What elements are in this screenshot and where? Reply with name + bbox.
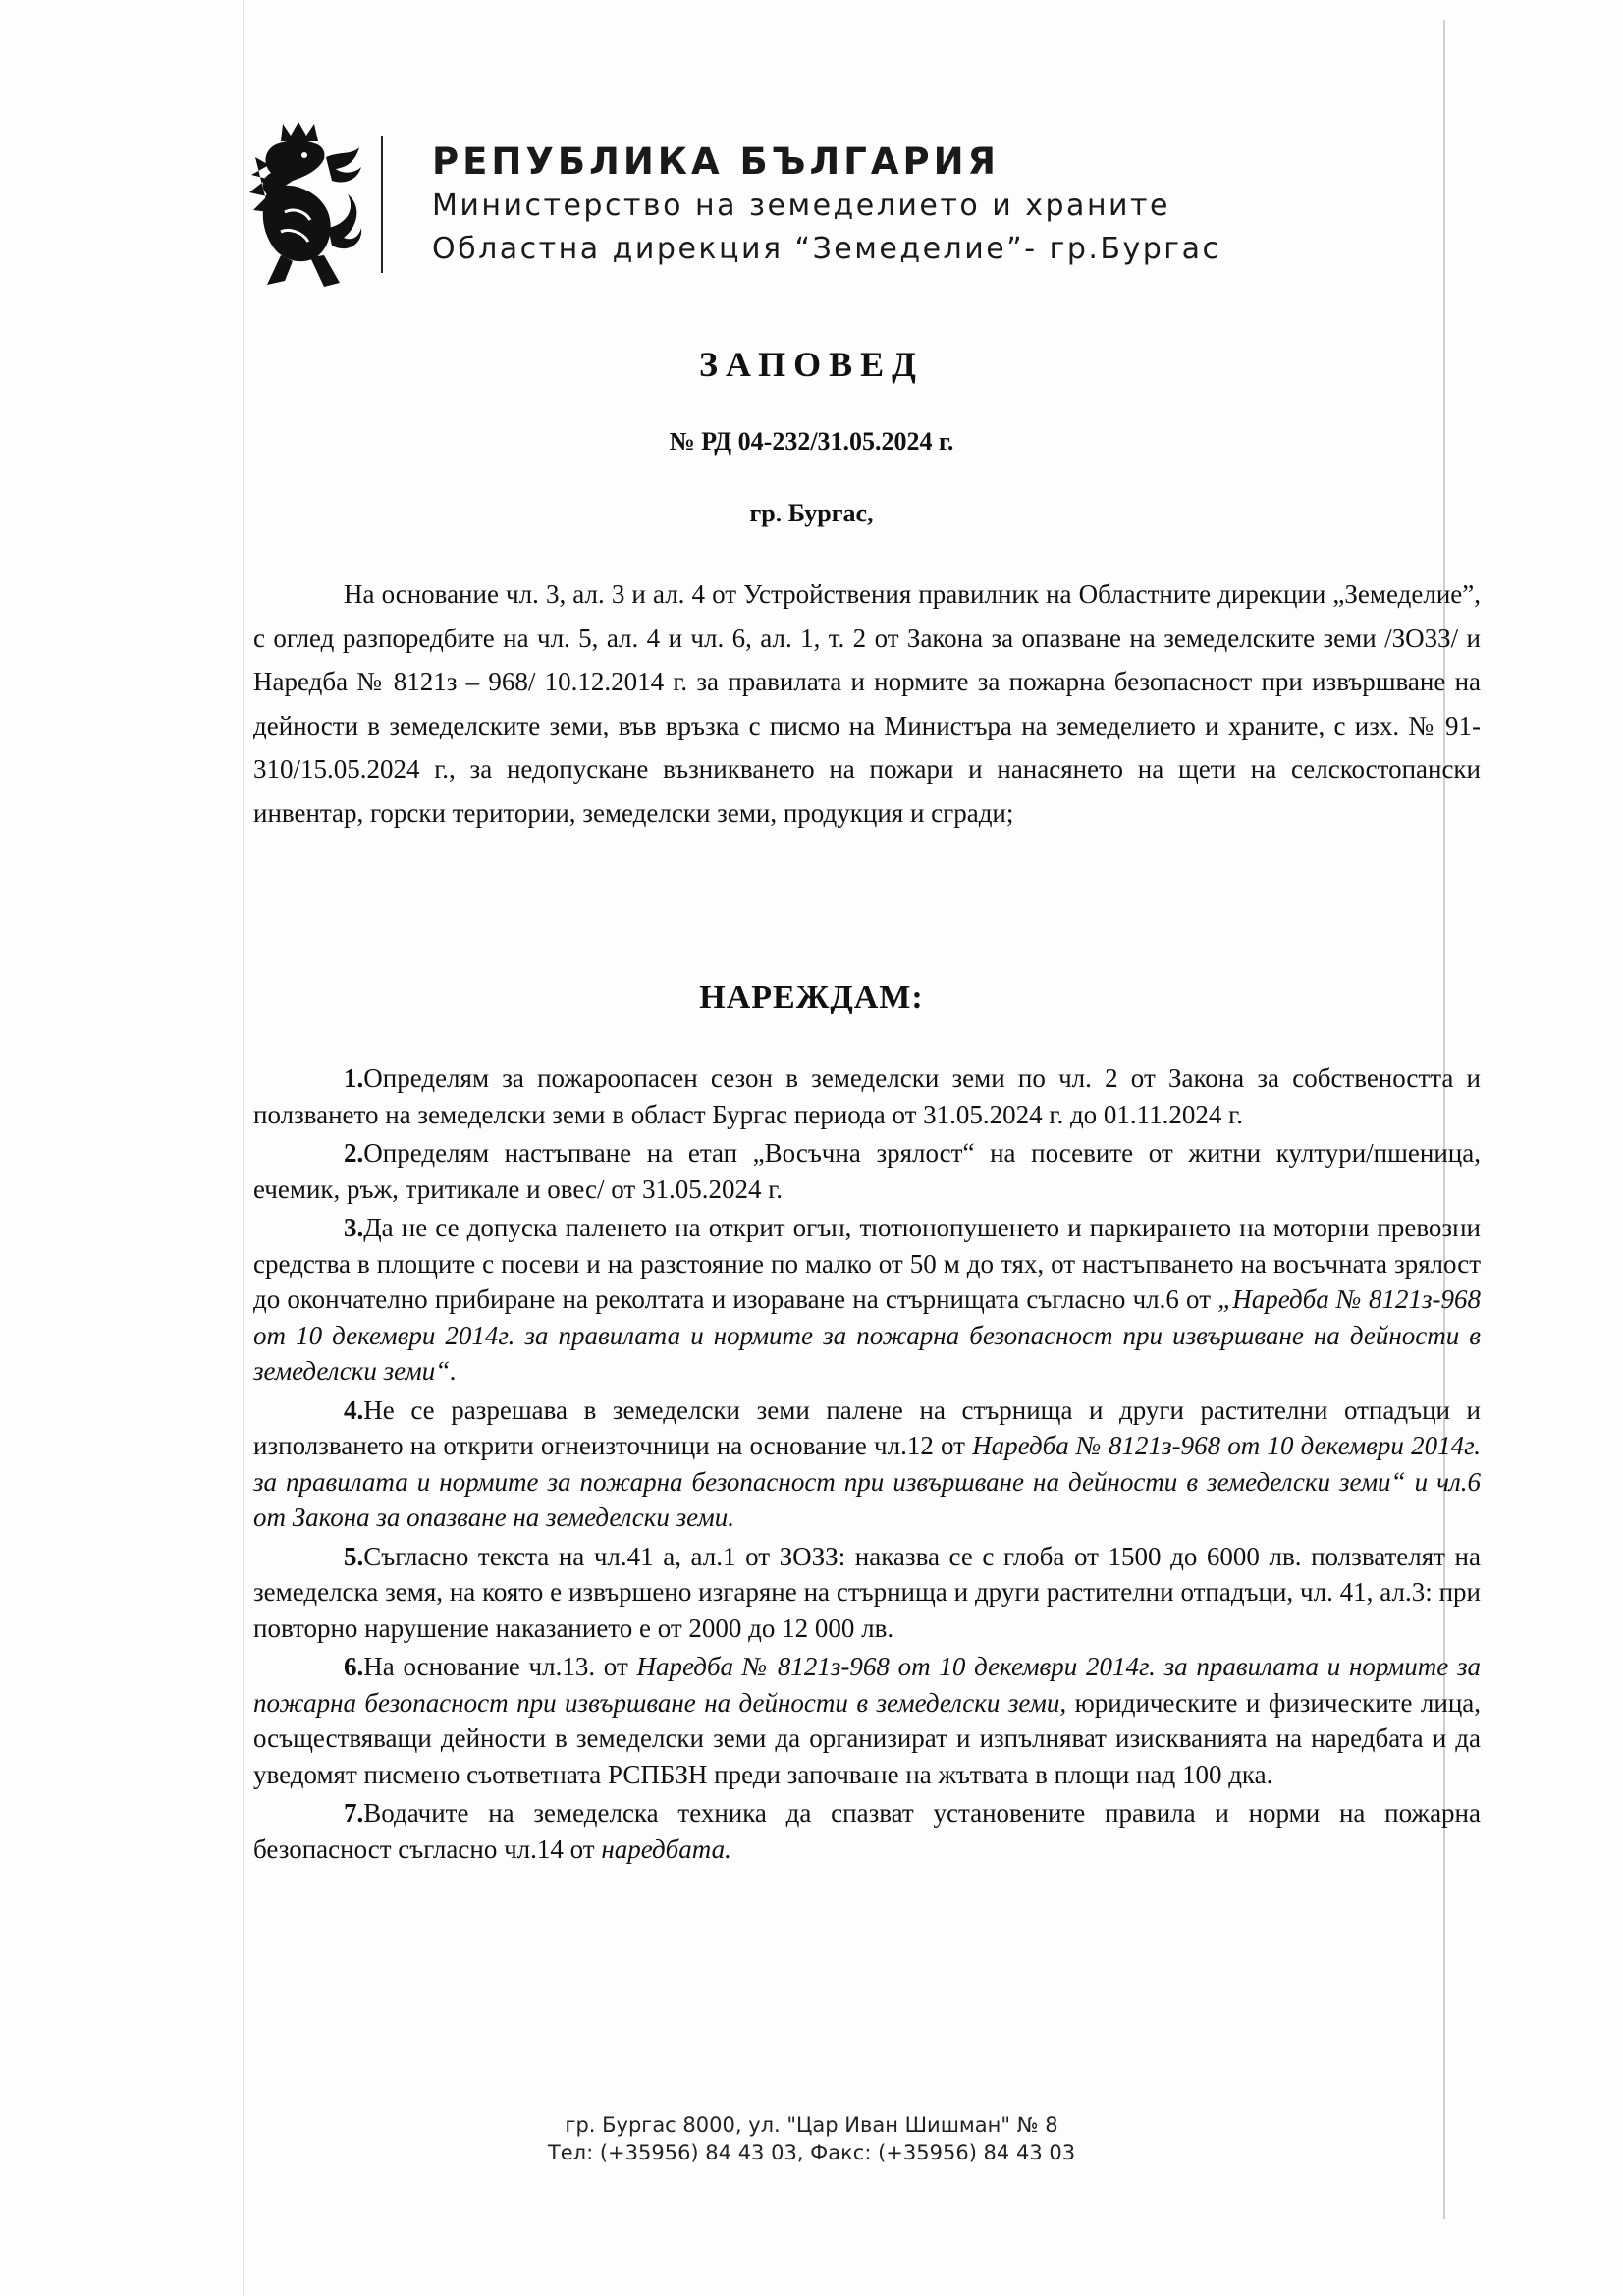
item-text: Определям настъпване на етап „Восъчна зрялост“ на посевите от житни култури/пшеница, ечемик, ръж, тритикале и овес/ от 31.05.2024 г. (253, 1138, 1481, 1204)
item-number: 3. (344, 1213, 364, 1242)
footer-contacts: Тел: (+35956) 84 43 03, Факс: (+35956) 84 43 03 (547, 2141, 1076, 2164)
item-italic-reference: „Наредба № 8121з-968 от 10 декември 2014г. за правилата и нормите за пожарна безопасност при извършване на дейности в земеделски земи“. (253, 1285, 1482, 1386)
list-item (253, 1539, 1481, 1647)
item-number: 5. (344, 1541, 364, 1571)
decree-items (253, 1061, 1481, 1870)
item-text: юридическите и физическите лица, осъществяващи дейности в земеделски земи да организират и изпълняват изискванията на наредбата и да уведомят писмено съответната РСПБЗН преди започване на жътвата в площи над 100 дка. (253, 1687, 1481, 1789)
item-number: 6. (344, 1652, 364, 1681)
item-number: 4. (344, 1394, 364, 1425)
item-text: Определям за пожароопасен сезон в земеделски земи по чл. 2 от Закона за собствеността и ползването на земеделски земи в област Бургас периода от 31.05.2024 г. до 01.11.2024 г. (253, 1064, 1481, 1129)
preamble (253, 573, 1481, 835)
item-italic-reference: Наредба № 8121з-968 от 10 декември 2014г. за правилата и нормите за пожарна безопасност при извършване на дейности в земеделски земи, (253, 1652, 1482, 1718)
list-item (253, 1795, 1481, 1867)
decree-heading: НАРЕЖДАМ: (699, 979, 924, 1015)
document-city: гр. Бургас, (749, 499, 874, 527)
ministry-name: Министерство на земеделието и храните (432, 189, 1170, 223)
list-item (253, 1135, 1481, 1207)
footer (0, 2111, 1623, 2166)
list-item (253, 1210, 1481, 1390)
item-italic-reference: Наредба № 8121з-968 от 10 декември 2014г. за правилата и нормите за пожарна безопасност при извършване на дейности в земеделски земи“ и чл.6 от Закона за опазване на земеделски земи. (253, 1431, 1481, 1532)
footer-address: гр. Бургас 8000, ул. "Цар Иван Шишман" № 8 (565, 2113, 1058, 2137)
list-item (253, 1393, 1481, 1536)
letterhead-divider (381, 136, 383, 273)
list-item (253, 1649, 1481, 1792)
item-italic-reference: наредбата. (601, 1833, 731, 1864)
item-number: 2. (344, 1138, 364, 1168)
list-item (253, 1061, 1481, 1132)
item-text: Водачите на земеделска техника да спазват установените правила и норми на пожарна безопасност съгласно чл.14 от (253, 1798, 1481, 1864)
country-name: РЕПУБЛИКА БЪЛГАРИЯ (432, 140, 1001, 183)
direction-name: Областна дирекция “Земеделие”- гр.Бургас (432, 232, 1221, 266)
item-number: 7. (344, 1798, 364, 1828)
item-text: Съгласно текста на чл.41 а, ал.1 от ЗОЗЗ: наказва се с глоба от 1500 до 6000 лв. ползвателят на земеделска земя, на която е извършено изгаряне на стърнища и други растителни отпадъци, чл. 41, ал.3: при повторно нарушение наказанието е от 2000 до 12 000 лв. (253, 1541, 1481, 1643)
item-text: Не се разрешава в земеделски земи палене на стърнища и други растителни отпадъци и използването на открити огнеизточници на основание чл.12 от (253, 1394, 1481, 1460)
item-number: 1. (344, 1064, 364, 1093)
letterhead (245, 118, 1325, 295)
preamble-text: На основание чл. 3, ал. 3 и ал. 4 от Устройствения правилник на Областните дирекции „Земеделие”, с оглед разпоредбите на чл. 5, ал. 4 и чл. 6, ал. 1, т. 2 от Закона за опазване на земеделските земи /ЗОЗЗ/ и Наредба № 8121з – 968/ 10.12.2014 г. за правилата и нормите за пожарна безопасност при извършване на дейности в земеделските земи, във връзка с писмо на Министъра на земеделието и храните, с изх. № 91-310/15.05.2024 г., за недопускане възникването на пожари и нанасянето на щети на селскостопански инвентар, горски територии, земеделски земи, продукция и сгради; (253, 579, 1481, 828)
document-title: ЗАПОВЕД (699, 345, 924, 384)
letterhead-text (432, 139, 1220, 271)
document-number: № РД 04-232/31.05.2024 г. (669, 427, 954, 456)
item-lead: На основание чл.13. от (363, 1652, 637, 1681)
lion-emblem-icon (245, 118, 365, 295)
item-text: Да не се допуска паленето на открит огън, тютюнопушенето и паркирането на моторни превозни средства в площите с посеви и на разстояние по малко от 50 м до тях, от настъпването на восъчната зрялост до окончателно прибиране на реколтата и изораване на стърнищата съгласно чл.6 от (253, 1213, 1481, 1314)
